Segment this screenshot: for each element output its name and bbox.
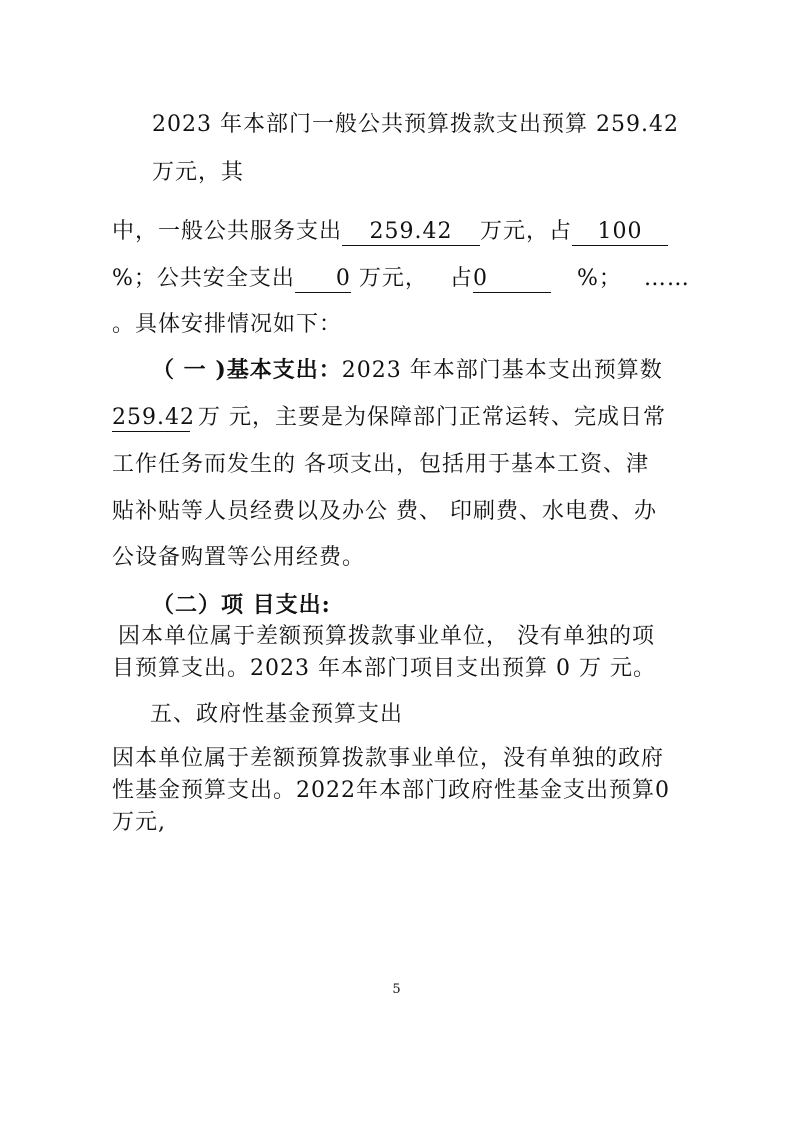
public-security-amount: 0 <box>295 266 351 293</box>
general-budget-line-4 <box>112 264 690 294</box>
government-fund-line-1: 因本单位属于差额预算拨款事业单位，没有单独的政府 <box>112 746 665 771</box>
general-budget-line-2: 万元，其 <box>152 160 245 185</box>
public-service-percent: 100 <box>572 219 668 246</box>
basic-expenditure-amount: 259.42 <box>112 405 195 430</box>
project-expenditure-line-1: 因本单位属于差额预算拨款事业单位， 没有单独的项 <box>118 624 655 649</box>
project-expenditure-heading: （二）项 目支出: <box>152 592 331 618</box>
line-4-ellipsis: …… <box>643 266 690 291</box>
line-4-mid: 万元， <box>358 266 428 291</box>
line-3-prefix: 中，一般公共服务支出 <box>112 219 343 244</box>
basic-expenditure-line-1-rest: 2023 年本部门基本支出预算数 <box>341 358 663 383</box>
project-expenditure-line-2: 目预算支出。2023 年本部门项目支出预算 0 万 元。 <box>112 656 656 681</box>
public-service-amount: 259.42 <box>342 219 480 246</box>
general-budget-line-1: 2023 年本部门一般公共预算拨款支出预算 259.42 <box>152 112 679 137</box>
basic-expenditure-line-2-rest: 万 元，主要是为保障部门正常运转、完成日常 <box>198 405 666 430</box>
government-fund-line-3: 万元, <box>112 810 166 835</box>
basic-expenditure-line-1 <box>152 355 663 386</box>
line-3-mid: 万元，占 <box>480 219 573 244</box>
public-security-percent: 0 <box>473 266 551 293</box>
general-budget-line-3 <box>112 217 668 247</box>
line-4-zhan: 占 <box>449 266 473 291</box>
line-4-prefix: %；公共安全支出 <box>112 266 295 291</box>
basic-expenditure-line-2 <box>112 403 666 433</box>
basic-expenditure-line-3: 工作任务而发生的 各项支出，包括用于基本工资、津 <box>112 452 649 477</box>
basic-expenditure-heading: （ 一 )基本支出： <box>152 357 342 383</box>
basic-expenditure-line-5: 公设备购置等公用经费。 <box>112 545 366 570</box>
government-fund-line-2: 性基金预算支出。2022年本部门政府性基金支出预算0 <box>112 778 670 803</box>
basic-expenditure-line-4: 贴补贴等人员经费以及办公 费、 印刷费、水电费、办 <box>112 499 657 524</box>
line-4-suffix: %； <box>576 266 622 291</box>
general-budget-line-5: 。具体安排情况如下： <box>112 312 343 337</box>
government-fund-heading: 五、政府性基金预算支出 <box>150 702 404 727</box>
page-number: 5 <box>392 982 401 997</box>
